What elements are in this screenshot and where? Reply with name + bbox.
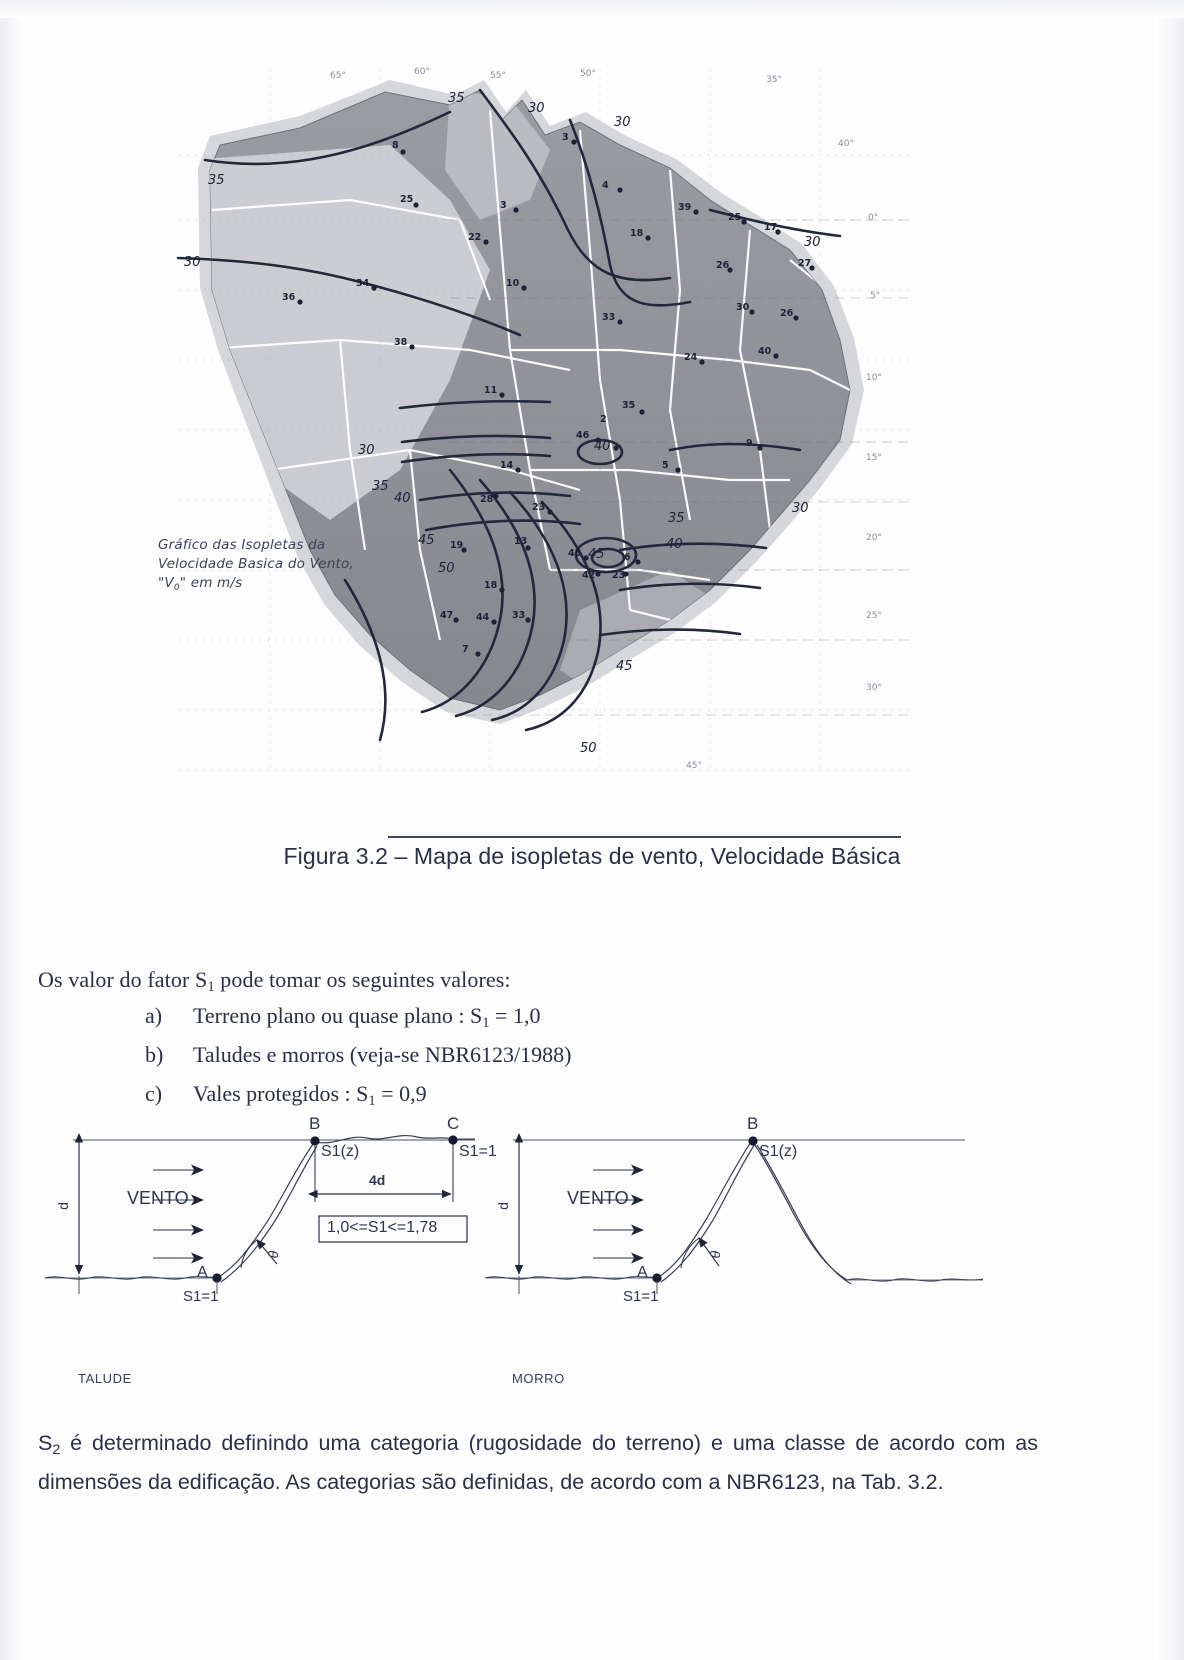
morro-point-a-label: A [637,1264,648,1281]
svg-text:35: 35 [208,173,225,188]
s1-values-list [145,1000,572,1117]
map-legend-line-3: "$V_0$" em m/s [158,575,243,593]
svg-text:34: 34 [356,278,370,289]
svg-text:13: 13 [514,536,528,547]
svg-text:15°: 15° [866,453,882,463]
figure-wind-isopleth-map [150,50,910,790]
svg-text:9: 9 [746,438,753,449]
svg-text:18: 18 [630,228,644,239]
talude-angle-label: θ [264,1250,281,1258]
intro-paragraph [38,967,511,996]
scan-edge-left [0,0,26,1660]
figure-caption: Figura 3.2 – Mapa de isopletas de vento, Velocidade Básica [283,843,901,869]
svg-text:46: 46 [576,430,590,441]
morro-height-label: d [494,1202,511,1210]
svg-text:60°: 60° [414,67,430,77]
morro-s1z-label: S1(z) [759,1143,798,1160]
intro-text-pre: Os valor do fator S [38,967,208,992]
svg-text:26: 26 [780,308,794,319]
list-item [145,1078,572,1117]
svg-text:33: 33 [602,312,616,323]
svg-text:23: 23 [532,502,546,513]
svg-text:36: 36 [282,292,296,303]
svg-text:65°: 65° [330,71,346,81]
svg-text:30: 30 [804,235,821,250]
svg-text:10°: 10° [866,373,882,383]
svg-text:39: 39 [678,202,692,213]
list-marker: b) [145,1042,164,1068]
talude-point-c-label: C [447,1114,460,1133]
morro-diagram [485,1136,983,1294]
closing-paragraph: $S_2$ é determinado definindo uma categoria (rugosidade do terreno) e uma classe de acordo com as dimensões da edificação. As categorias são definidas, de acordo com a NBR6123, na Tab. 3.2. [38,1430,1038,1495]
talude-s1-bottom-label: S1=1 [183,1288,219,1305]
morro-s1-bottom-label: S1=1 [623,1288,659,1305]
svg-text:50°: 50° [580,69,596,79]
svg-text:50: 50 [580,741,597,756]
talude-wind-label: VENTO [127,1188,189,1208]
svg-text:14: 14 [500,460,514,471]
svg-text:3: 3 [500,200,507,211]
talude-diagram-title: TALUDE [78,1371,132,1386]
svg-text:38: 38 [394,337,408,348]
svg-text:44: 44 [476,612,490,623]
talude-diagram [45,1135,475,1294]
svg-text:24: 24 [684,352,698,363]
list-text: Vales protegidos : $S_1 = 0,9$ [193,1081,427,1110]
list-item [145,1000,572,1039]
morro-wind-label: VENTO [567,1188,629,1208]
list-marker: a) [145,1003,163,1028]
svg-text:30: 30 [736,302,750,313]
list-text: Terreno plano ou quase plano : $S_1 = 1,0$ [193,1003,541,1032]
scan-edge-right [1154,0,1184,1660]
svg-text:40°: 40° [838,139,854,149]
svg-text:18: 18 [484,580,498,591]
svg-text:5: 5 [662,460,669,471]
svg-text:47: 47 [440,610,454,621]
svg-text:5°: 5° [870,291,881,301]
svg-text:2: 2 [600,414,607,425]
svg-text:30°: 30° [866,683,882,693]
svg-text:8: 8 [392,140,399,151]
svg-text:25: 25 [400,194,414,205]
morro-angle-label: θ [706,1250,723,1258]
svg-text:40: 40 [394,491,411,506]
svg-text:30: 30 [528,101,545,116]
list-text: Taludes e morros (veja-se NBR6123/1988) [193,1042,572,1068]
svg-text:45: 45 [568,548,582,559]
svg-text:35: 35 [372,479,389,494]
intro-subscript: 1 [207,979,215,996]
scan-edge-top [0,0,1184,18]
svg-text:40: 40 [594,439,611,454]
talude-point-b-dot [310,1136,319,1145]
figure-caption-rule [388,836,901,838]
svg-text:35: 35 [622,400,636,411]
svg-text:6: 6 [624,552,631,563]
talude-point-c-dot [448,1135,457,1144]
svg-text:35: 35 [668,511,685,526]
map-legend-line-2: Velocidade Basica do Vento, [158,556,354,572]
svg-text:0°: 0° [868,213,879,223]
svg-text:30: 30 [358,443,375,458]
talude-point-b-label: B [309,1114,321,1133]
svg-text:35°: 35° [766,75,782,85]
intro-text-post: pode tomar os seguintes valores: [214,967,511,992]
talude-s1z-label: S1(z) [321,1143,360,1160]
talude-span-label: 4d [369,1172,386,1188]
svg-text:30: 30 [184,255,201,270]
svg-text:23: 23 [612,570,626,581]
svg-text:40: 40 [666,537,683,552]
svg-text:30: 30 [792,501,809,516]
svg-text:20°: 20° [866,533,882,543]
svg-text:45: 45 [418,533,435,548]
diagrams-talude-morro [45,1114,1045,1333]
morro-point-b-dot [748,1136,757,1145]
map-legend-caption [158,536,408,598]
svg-text:50: 50 [438,561,455,576]
svg-text:27: 27 [798,258,812,269]
svg-text:33: 33 [512,610,526,621]
svg-text:45°: 45° [686,761,702,771]
talude-height-label: d [54,1202,71,1210]
svg-text:25: 25 [728,212,742,223]
svg-text:7: 7 [462,644,469,655]
svg-text:19: 19 [450,540,464,551]
talude-point-a-label: A [197,1264,208,1281]
talude-range-box-label: 1,0<=S1<=1,78 [327,1219,438,1236]
list-marker: c) [145,1081,163,1107]
svg-text:30: 30 [614,115,631,130]
talude-s1-top-right-label: S1=1 [459,1143,497,1160]
svg-text:45: 45 [588,547,605,562]
svg-text:4: 4 [602,180,609,191]
svg-text:55°: 55° [490,71,506,81]
morro-diagram-title: MORRO [512,1371,565,1386]
map-legend-line-1: Gráfico das Isopletas da [158,537,326,553]
svg-text:35: 35 [448,91,465,106]
svg-text:25°: 25° [866,611,882,621]
svg-text:42: 42 [582,570,596,581]
map-graphic [150,50,910,790]
svg-text:28: 28 [480,494,494,505]
svg-text:40: 40 [758,346,772,357]
svg-text:11: 11 [484,385,498,396]
svg-text:26: 26 [716,260,730,271]
svg-text:17: 17 [764,222,778,233]
svg-text:45: 45 [616,659,633,674]
list-item [145,1039,572,1078]
svg-text:22: 22 [468,232,482,243]
svg-text:3: 3 [562,132,569,143]
svg-text:10: 10 [506,278,520,289]
morro-point-b-label: B [747,1114,759,1133]
